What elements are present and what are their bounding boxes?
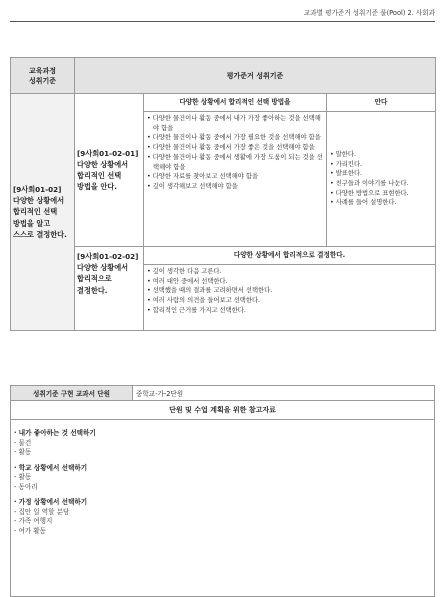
action-item: • 사례를 들어 설명한다.: [330, 199, 397, 207]
criterion-2: [9사회01-02-02] 다양한 상황에서 합리적으로 결정한다.: [77, 252, 139, 295]
action-item: • 다양한 방법으로 표현한다.: [330, 189, 409, 197]
reference-body: [11, 420, 435, 597]
section-title: · 학교 상황에서 선택하기: [14, 463, 88, 472]
list-item: • 다양한 자료를 찾아보고 선택해야 함을: [147, 173, 259, 181]
action-item: • 발표한다.: [330, 170, 363, 178]
list-item: • 다양한 물건이나 활동 중에서 생활에 가장 도움이 되는 것을 선택해야 함을: [147, 153, 323, 171]
action-item: • 말한다.: [330, 150, 356, 158]
achievement-standard-cell: [11, 94, 75, 331]
section-item: - 물건: [14, 438, 32, 447]
list-item: • 깊이 생각한 다음 고른다.: [147, 268, 222, 275]
criterion-2-cell: [75, 247, 144, 331]
section-item: - 활동: [14, 473, 32, 481]
action-item: • 친구들과 이야기를 나눈다.: [330, 180, 409, 187]
list-item: • 다양한 물건이나 활동 중에서 내가 가장 좋아하는 것을 선택해야 함을: [147, 115, 321, 132]
block2-subheader: [144, 247, 436, 265]
reference-section: [14, 498, 431, 536]
unit-value-cell: [133, 386, 435, 401]
block1-subheader: [144, 94, 327, 112]
list-item: • 여러 사람의 의견을 들어보고 선택한다.: [147, 297, 261, 305]
achievement-standard: [9사회01-02] 다양한 상황에서 합리적인 선택 방법을 알고 스스로 결정한다.: [13, 184, 67, 239]
section-item: - 집안 일 역할 분담: [14, 507, 70, 516]
list-item: • 선택했을 때의 결과를 고려하면서 선택한다.: [147, 287, 273, 295]
criteria-table: [10, 57, 436, 331]
action-item: • 가리킨다.: [330, 160, 363, 168]
block1-actions: [327, 112, 436, 247]
list-item: • 깊이 생각해보고 선택해야 함을: [147, 182, 238, 190]
list-item: • 다양한 물건이나 활동 중에서 가장 좋은 것을 선택해야 함을: [147, 144, 315, 152]
block1-items: [144, 112, 327, 247]
block1-subheader-right-text: 안다: [374, 97, 388, 106]
reference-header-text: 단원 및 수업 계획을 위한 참고자료: [169, 406, 276, 414]
page-header: 교과별 평가준거 성취기준 풀(Pool) 2. 사회과: [303, 9, 435, 17]
section-title: · 내가 좋아하는 것 선택하기: [14, 429, 96, 437]
reference-section: [14, 429, 431, 458]
col-header-eval-criteria-text: 평가준거 성취기준: [226, 71, 284, 80]
block2-items: [144, 265, 436, 331]
unit-value: 중학교-가-2단원: [136, 390, 184, 398]
col-header-eval-criteria: [75, 58, 436, 94]
header-rule: [10, 21, 435, 22]
section-item: - 가족 여행지: [14, 517, 53, 525]
list-item: • 여러 대안 중에서 선택한다.: [147, 277, 228, 285]
block2-subheader-text: 다양한 상황에서 합리적으로 결정한다.: [233, 250, 346, 259]
section-title: · 가정 상황에서 선택하기: [14, 498, 88, 506]
col-header-curriculum-text: 교육과정 성취기준: [28, 66, 57, 85]
reference-table: [10, 385, 435, 597]
section-item: - 활동: [14, 448, 32, 456]
list-item: • 합리적인 근거를 가지고 선택한다.: [147, 306, 246, 314]
col-header-curriculum: [11, 58, 75, 94]
unit-label-cell: [11, 386, 133, 401]
section-item: - 여가 활동: [14, 526, 47, 535]
criterion-1-cell: [75, 94, 144, 247]
unit-label: 성취기준 구현 교과서 단원: [33, 390, 110, 398]
block1-subheader-right: [327, 94, 436, 112]
list-item: • 다양한 물건이나 활동 중에서 가장 필요한 것을 선택해야 함을: [147, 134, 321, 142]
block1-subheader-text: 다양한 상황에서 합리적인 선택 방법을: [179, 97, 291, 106]
reference-section: [14, 464, 431, 493]
reference-header: [11, 401, 435, 420]
criterion-1: [9사회01-02-01] 다양한 상황에서 합리적인 선택 방법을 안다.: [77, 148, 139, 192]
section-item: - 동아리: [14, 482, 38, 491]
